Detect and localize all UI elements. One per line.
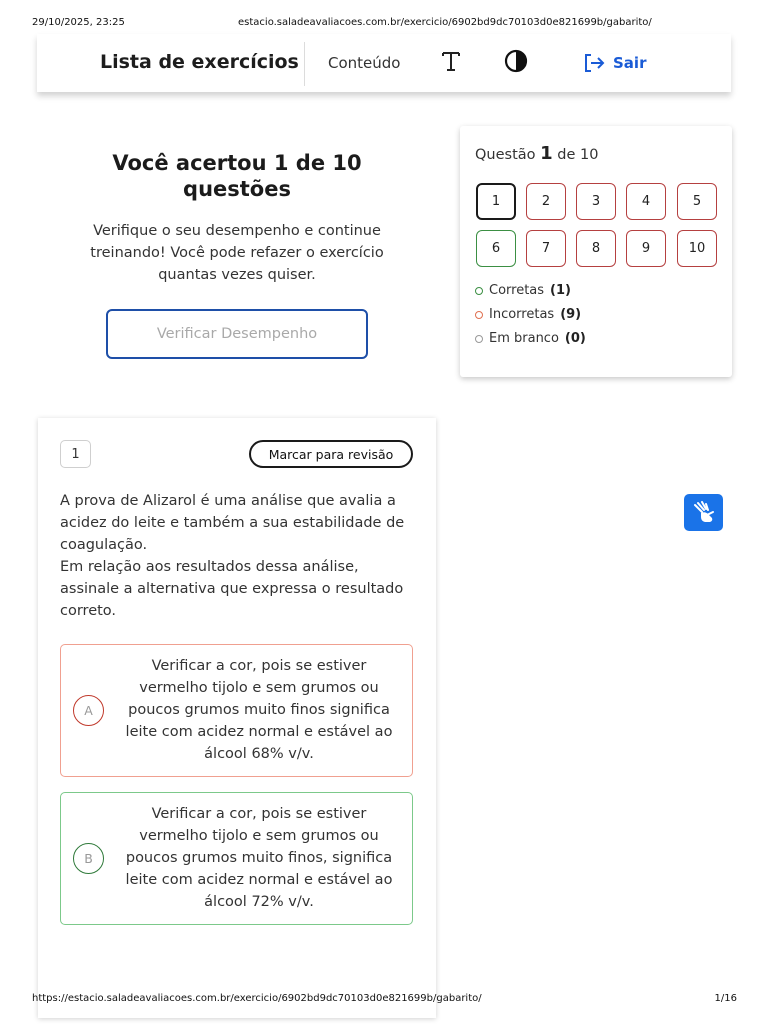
question-card bbox=[38, 418, 436, 1018]
legend-incorrect-label: Incorretas bbox=[489, 307, 555, 322]
incorrect-dot-icon bbox=[475, 311, 483, 319]
logout-button[interactable] bbox=[583, 50, 646, 76]
legend-correct-label: Corretas bbox=[489, 283, 545, 298]
contrast-icon bbox=[504, 49, 528, 73]
contrast-button[interactable] bbox=[503, 48, 529, 76]
logout-label: Sair bbox=[613, 54, 647, 72]
page-title: Lista de exercícios bbox=[100, 51, 299, 73]
print-url: estacio.saladeavaliacoes.com.br/exercicio/6902bd9dc70103d0e821699b/gabarito/ bbox=[238, 17, 652, 28]
print-footer bbox=[0, 993, 768, 1007]
question-number-badge: 1 bbox=[60, 440, 91, 468]
sign-language-icon bbox=[691, 501, 717, 525]
legend-incorrect-count: (9) bbox=[560, 307, 582, 322]
conteudo-button[interactable]: Conteúdo bbox=[328, 54, 401, 72]
question-button-6[interactable]: 6 bbox=[476, 230, 516, 267]
nav-divider bbox=[304, 42, 305, 86]
blank-dot-icon bbox=[475, 335, 483, 343]
legend-correct bbox=[475, 283, 571, 298]
alternative-b-text: Verificar a cor, pois se estiver vermelho tijolo e sem grumos ou poucos grumos muito finos, significa leite com acidez normal e estável ao álcool 72% v/v. bbox=[125, 806, 393, 910]
question-button-1[interactable]: 1 bbox=[476, 183, 516, 220]
question-counter-prefix: Questão bbox=[475, 147, 536, 163]
legend-blank-label: Em branco bbox=[489, 331, 559, 346]
result-message: Verifique o seu desempenho e continue treinando! Você pode refazer o exercício quantas vezes quiser. bbox=[90, 223, 384, 283]
question-counter-suffix: de 10 bbox=[557, 147, 599, 163]
alternative-a-letter: A bbox=[73, 695, 104, 726]
question-navigator bbox=[460, 126, 732, 377]
accessibility-button[interactable] bbox=[684, 494, 723, 531]
print-page-number: 1/16 bbox=[714, 993, 737, 1004]
legend-blank-count: (0) bbox=[564, 331, 586, 346]
question-counter-current: 1 bbox=[540, 143, 553, 164]
question-button-3[interactable]: 3 bbox=[576, 183, 616, 220]
question-button-9[interactable]: 9 bbox=[626, 230, 666, 267]
alternative-a[interactable] bbox=[60, 644, 413, 777]
question-counter bbox=[475, 143, 598, 164]
print-datetime: 29/10/2025, 23:25 bbox=[32, 17, 125, 28]
alternative-b[interactable] bbox=[60, 792, 413, 925]
text-size-icon bbox=[440, 49, 462, 73]
print-header bbox=[0, 17, 768, 31]
question-statement-part-2: Em relação aos resultados dessa análise, assinale a alternativa que expressa o resultado correto. bbox=[60, 559, 404, 619]
question-button-8[interactable]: 8 bbox=[576, 230, 616, 267]
correct-dot-icon bbox=[475, 287, 483, 295]
question-button-7[interactable]: 7 bbox=[526, 230, 566, 267]
alternative-a-text: Verificar a cor, pois se estiver vermelho tijolo e sem grumos ou poucos grumos muito finos significa leite com acidez normal e estável ao álcool 68% v/v. bbox=[125, 658, 393, 762]
print-footer-url: https://estacio.saladeavaliacoes.com.br/exercicio/6902bd9dc70103d0e821699b/gabarito/ bbox=[32, 993, 482, 1004]
question-statement-part-1: A prova de Alizarol é uma análise que avalia a acidez do leite e também a sua estabilidade de coagulação. bbox=[60, 493, 405, 553]
verify-performance-button[interactable]: Verificar Desempenho bbox=[106, 309, 368, 359]
question-button-10[interactable]: 10 bbox=[677, 230, 717, 267]
logout-icon bbox=[583, 53, 605, 73]
result-summary bbox=[60, 150, 414, 286]
top-navbar bbox=[37, 34, 731, 92]
alternative-b-letter: B bbox=[73, 843, 104, 874]
question-button-5[interactable]: 5 bbox=[677, 183, 717, 220]
mark-for-review-button[interactable]: Marcar para revisão bbox=[249, 440, 413, 468]
legend-blank bbox=[475, 331, 586, 346]
font-size-button[interactable] bbox=[438, 48, 464, 76]
legend-correct-count: (1) bbox=[550, 283, 571, 298]
legend-incorrect bbox=[475, 307, 581, 322]
question-statement bbox=[60, 490, 410, 622]
result-heading: Você acertou 1 de 10 questões bbox=[112, 151, 362, 201]
question-button-2[interactable]: 2 bbox=[526, 183, 566, 220]
question-button-4[interactable]: 4 bbox=[626, 183, 666, 220]
